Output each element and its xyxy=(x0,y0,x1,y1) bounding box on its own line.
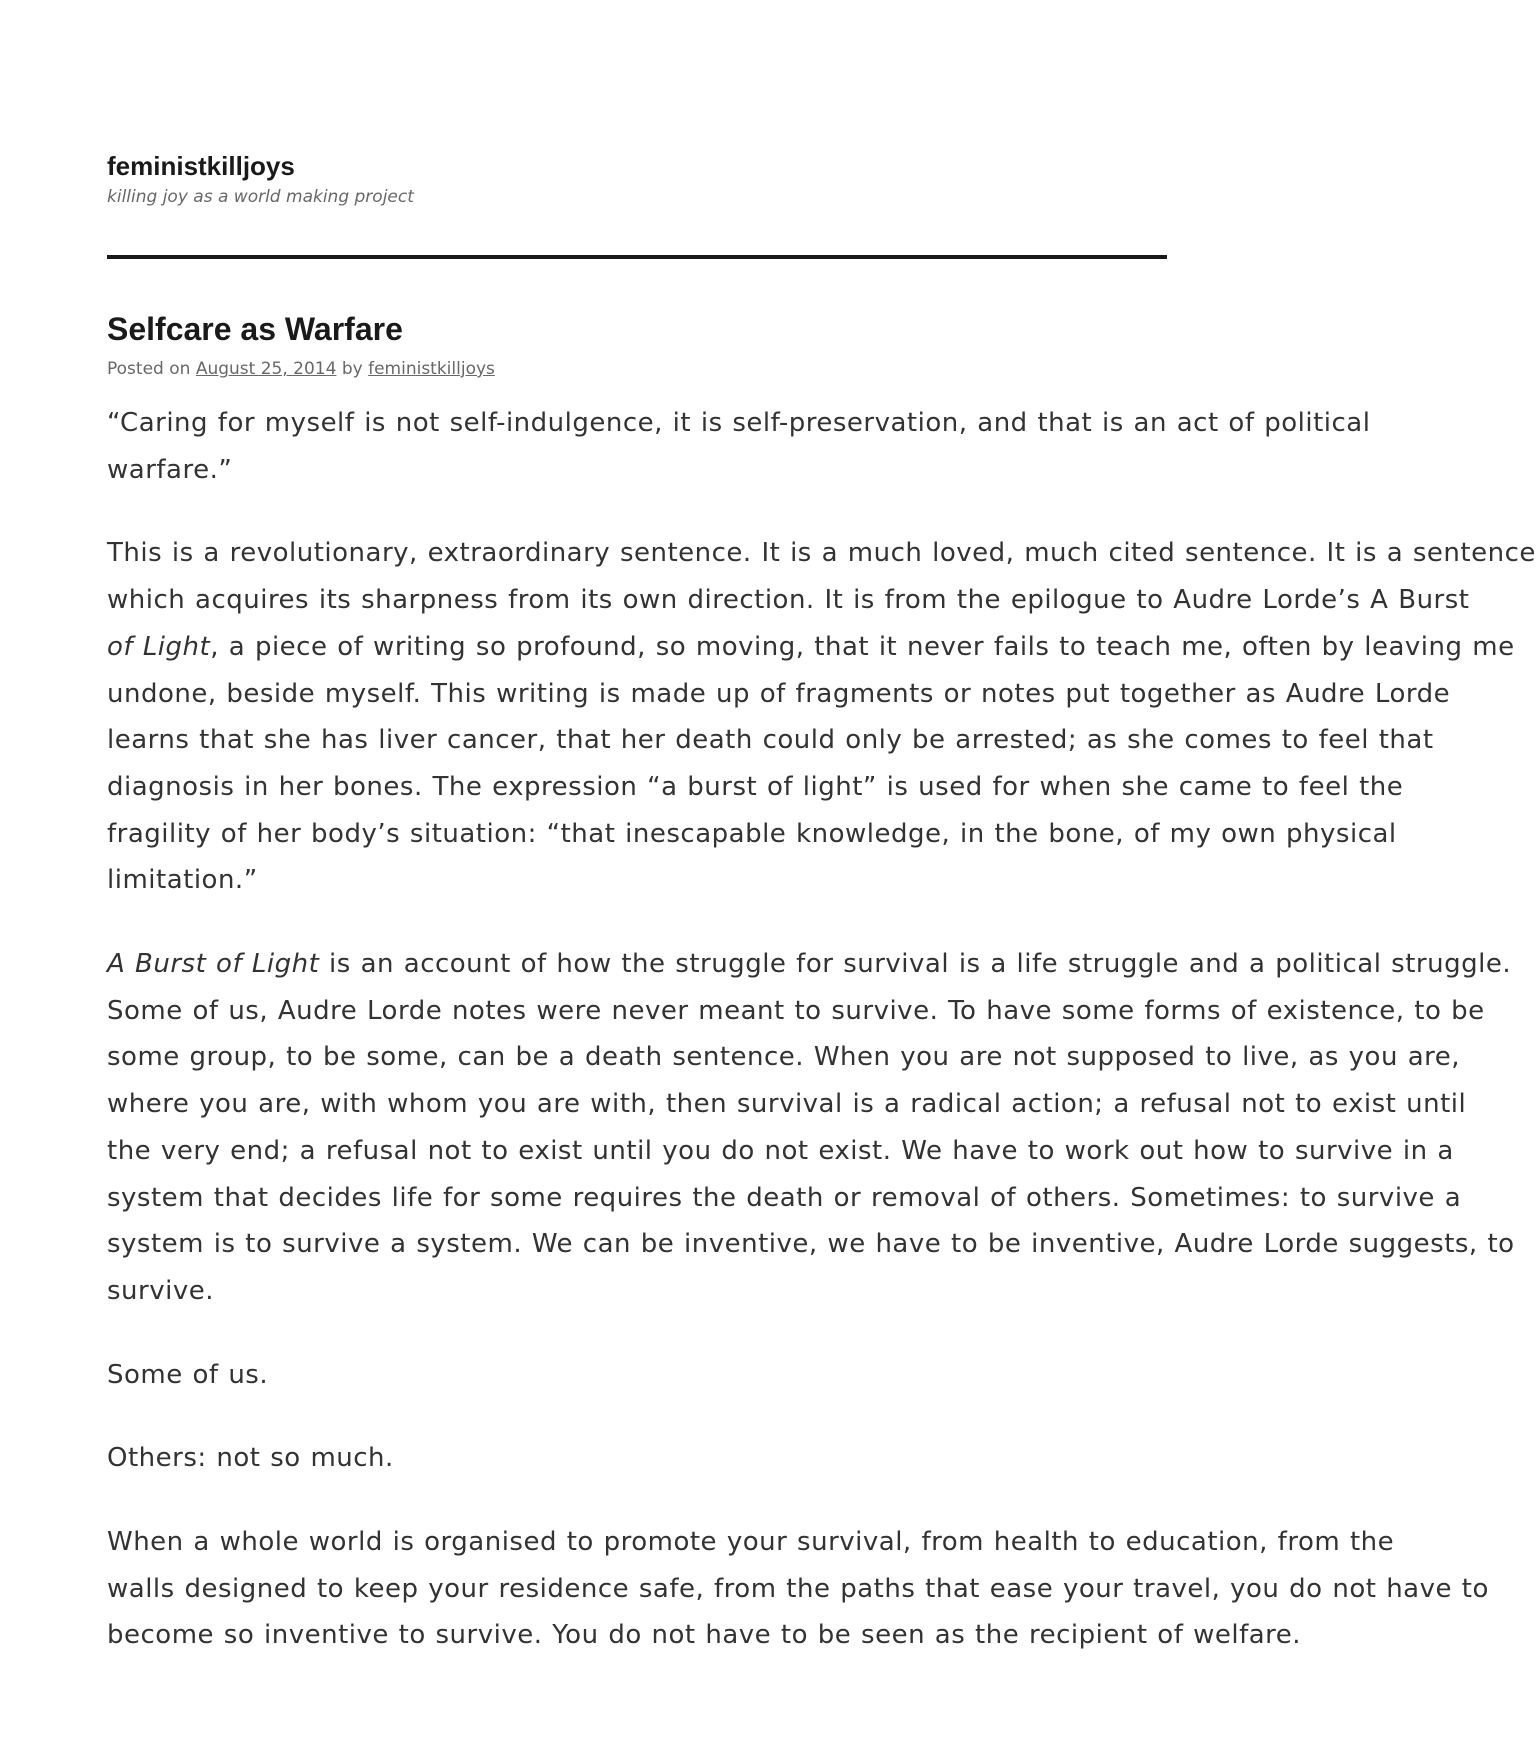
post-author-link[interactable]: feministkilljoys xyxy=(368,359,495,379)
post-content xyxy=(107,400,1536,1659)
text-line-rest: is an account of how the struggle for survival is a life struggle and a political struggle. xyxy=(319,949,1512,980)
text-line: fragility of her body’s situation: “that inescapable knowledge, in the bone, of my own physical xyxy=(107,818,1397,849)
paragraph xyxy=(107,941,1515,1315)
text-line: diagnosis in her bones. The expression “a burst of light” is used for when she came to feel the xyxy=(107,771,1404,802)
text-line-rest: , a piece of writing so profound, so moving, that it never fails to teach me, often by leaving me xyxy=(210,631,1515,662)
header-divider xyxy=(107,255,1167,259)
text-line: “Caring for myself is not self-indulgence, it is self-preservation, and that is an act of political xyxy=(107,408,1371,438)
text-line xyxy=(107,624,1515,671)
text-line: system that decides life for some requires the death or removal of others. Sometimes: to survive a xyxy=(107,1182,1462,1213)
book-title-italic: of Light xyxy=(107,631,211,662)
page xyxy=(107,0,1536,1755)
post xyxy=(107,308,1536,1696)
paragraph xyxy=(107,1519,1489,1659)
text-line: walls designed to keep your residence safe, from the paths that ease your travel, you do not have to xyxy=(107,1573,1489,1604)
post-title[interactable]: Selfcare as Warfare xyxy=(107,311,403,347)
text-line: When a whole world is organised to promote your survival, from health to education, from the xyxy=(107,1527,1395,1558)
paragraph xyxy=(107,400,1371,493)
post-meta xyxy=(107,358,1167,380)
book-title-italic: A Burst of Light xyxy=(107,949,320,980)
text-line: where you are, with whom you are with, then survival is a radical action; a refusal not to exist until xyxy=(107,1089,1467,1120)
text-line: warfare.” xyxy=(107,454,233,485)
site-tagline: killing joy as a world making project xyxy=(107,187,414,207)
paragraph xyxy=(107,1435,1167,1482)
posted-on-label: Posted on xyxy=(107,359,191,379)
site-header xyxy=(107,150,1167,208)
text-line xyxy=(107,941,1512,988)
text-line: This is a revolutionary, extraordinary sentence. It is a much loved, much cited sentence. It is a sentence xyxy=(107,538,1536,569)
site-title[interactable]: feministkilljoys xyxy=(107,151,295,181)
post-date-link[interactable]: August 25, 2014 xyxy=(195,359,337,379)
text-line: learns that she has liver cancer, that her death could only be arrested; as she comes to feel that xyxy=(107,725,1434,756)
by-label: by xyxy=(341,359,363,379)
text-line: become so inventive to survive. You do not have to be seen as the recipient of welfare. xyxy=(107,1620,1302,1651)
text-line: undone, beside myself. This writing is made up of fragments or notes put together as Audre Lorde xyxy=(107,678,1451,709)
text-line: limitation.” xyxy=(107,865,258,896)
text-line: system is to survive a system. We can be inventive, we have to be inventive, Audre Lorde suggests, to xyxy=(107,1229,1515,1260)
text-line: the very end; a refusal not to exist until you do not exist. We have to work out how to survive in a xyxy=(107,1135,1454,1166)
text-line: survive. xyxy=(107,1275,214,1306)
paragraph xyxy=(107,530,1536,904)
text-line: some group, to be some, can be a death sentence. When you are not supposed to live, as you are, xyxy=(107,1042,1461,1073)
text-line: Some of us. xyxy=(107,1359,269,1390)
text-line: Others: not so much. xyxy=(107,1443,394,1474)
text-line: Some of us, Audre Lorde notes were never meant to survive. To have some forms of existence, to be xyxy=(107,995,1485,1026)
paragraph xyxy=(107,1352,1167,1399)
text-line: which acquires its sharpness from its own direction. It is from the epilogue to Audre Lorde’s A Burst xyxy=(107,585,1470,616)
